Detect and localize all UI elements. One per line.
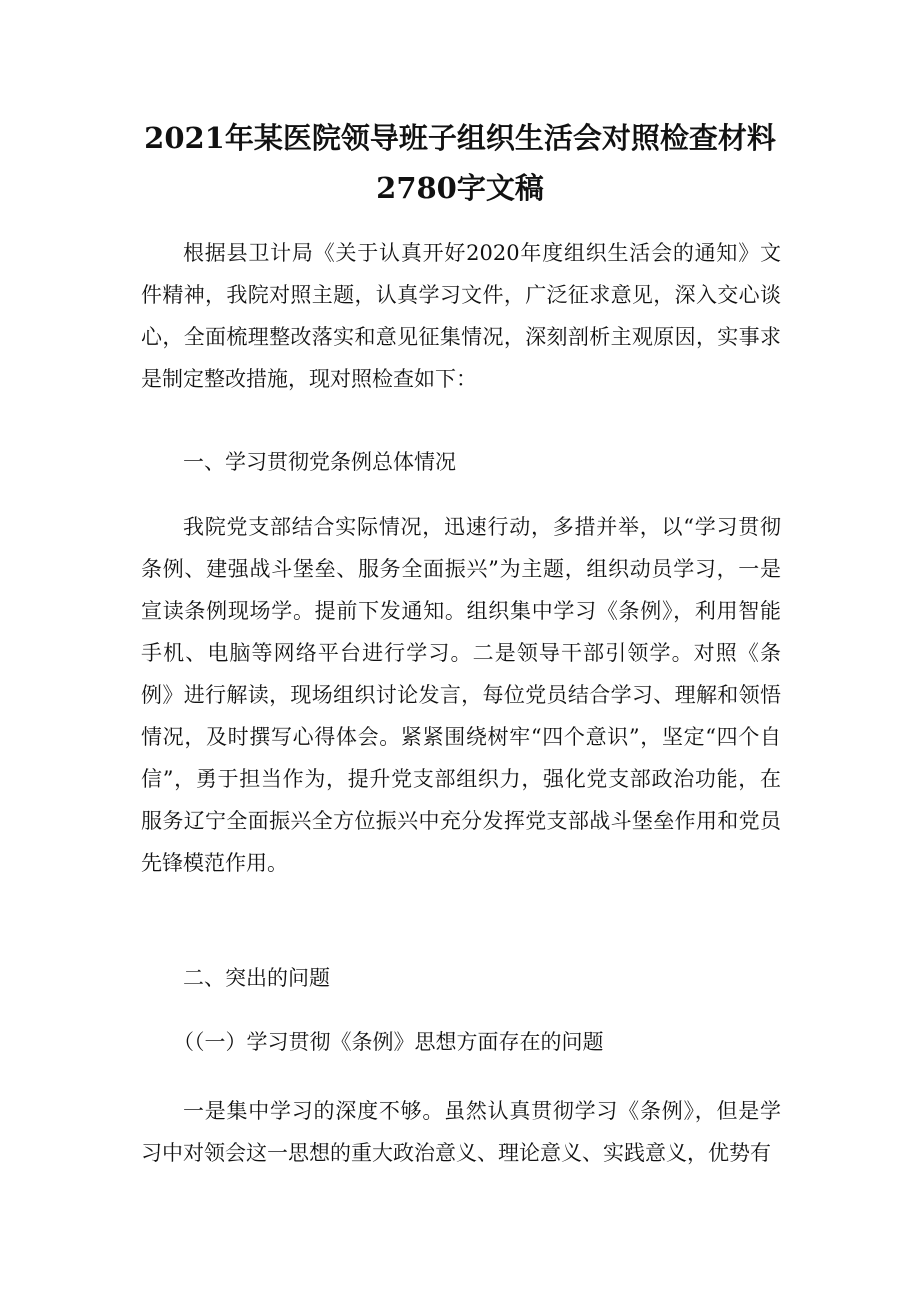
- document-subtitle: 2780字文稿: [376, 171, 544, 205]
- intro-paragraph: 根据县卫计局《关于认真开好2020年度组织生活会的通知》文件精神，我院对照主题，认真学习文件，广泛征求意见，深入交心谈心，全面梳理整改落实和意见征集情况，深刻剖析主观原因，实事求是制定整改措施，现对照检查如下：: [141, 241, 781, 391]
- section-heading-1: 一、学习贯彻党条例总体情况: [183, 450, 456, 474]
- section-heading-2: 二、突出的问题: [183, 966, 330, 990]
- document-title: 2021年某医院领导班子组织生活会对照检查材料: [144, 121, 776, 155]
- subsection-1-body: 一是集中学习的深度不够。虽然认真贯彻学习《条例》，但是学习中对领会这一思想的重大政治意义、理论意义、实践意义，优势有: [141, 1099, 781, 1165]
- subsection-heading-1: （（一）学习贯彻《条例》思想方面存在的问题: [173, 1030, 604, 1054]
- section-1-body: 我院党支部结合实际情况，迅速行动，多措并举，以“学习贯彻条例、建强战斗堡垒、服务全面振兴”为主题，组织动员学习，一是宣读条例现场学。提前下发通知。组织集中学习《条例》，利用智能手机、电脑等网络平台进行学习。二是领导干部引领学。对照《条例》进行解读，现场组织讨论发言，每位党员结合学习、理解和领悟情况，及时撰写心得体会。紧紧围绕树牢“四个意识”，坚定“四个自信”，勇于担当作为，提升党支部组织力，强化党支部政治功能，在服务辽宁全面振兴全方位振兴中充分发挥党支部战斗堡垒作用和党员先锋模范作用。: [141, 515, 781, 875]
